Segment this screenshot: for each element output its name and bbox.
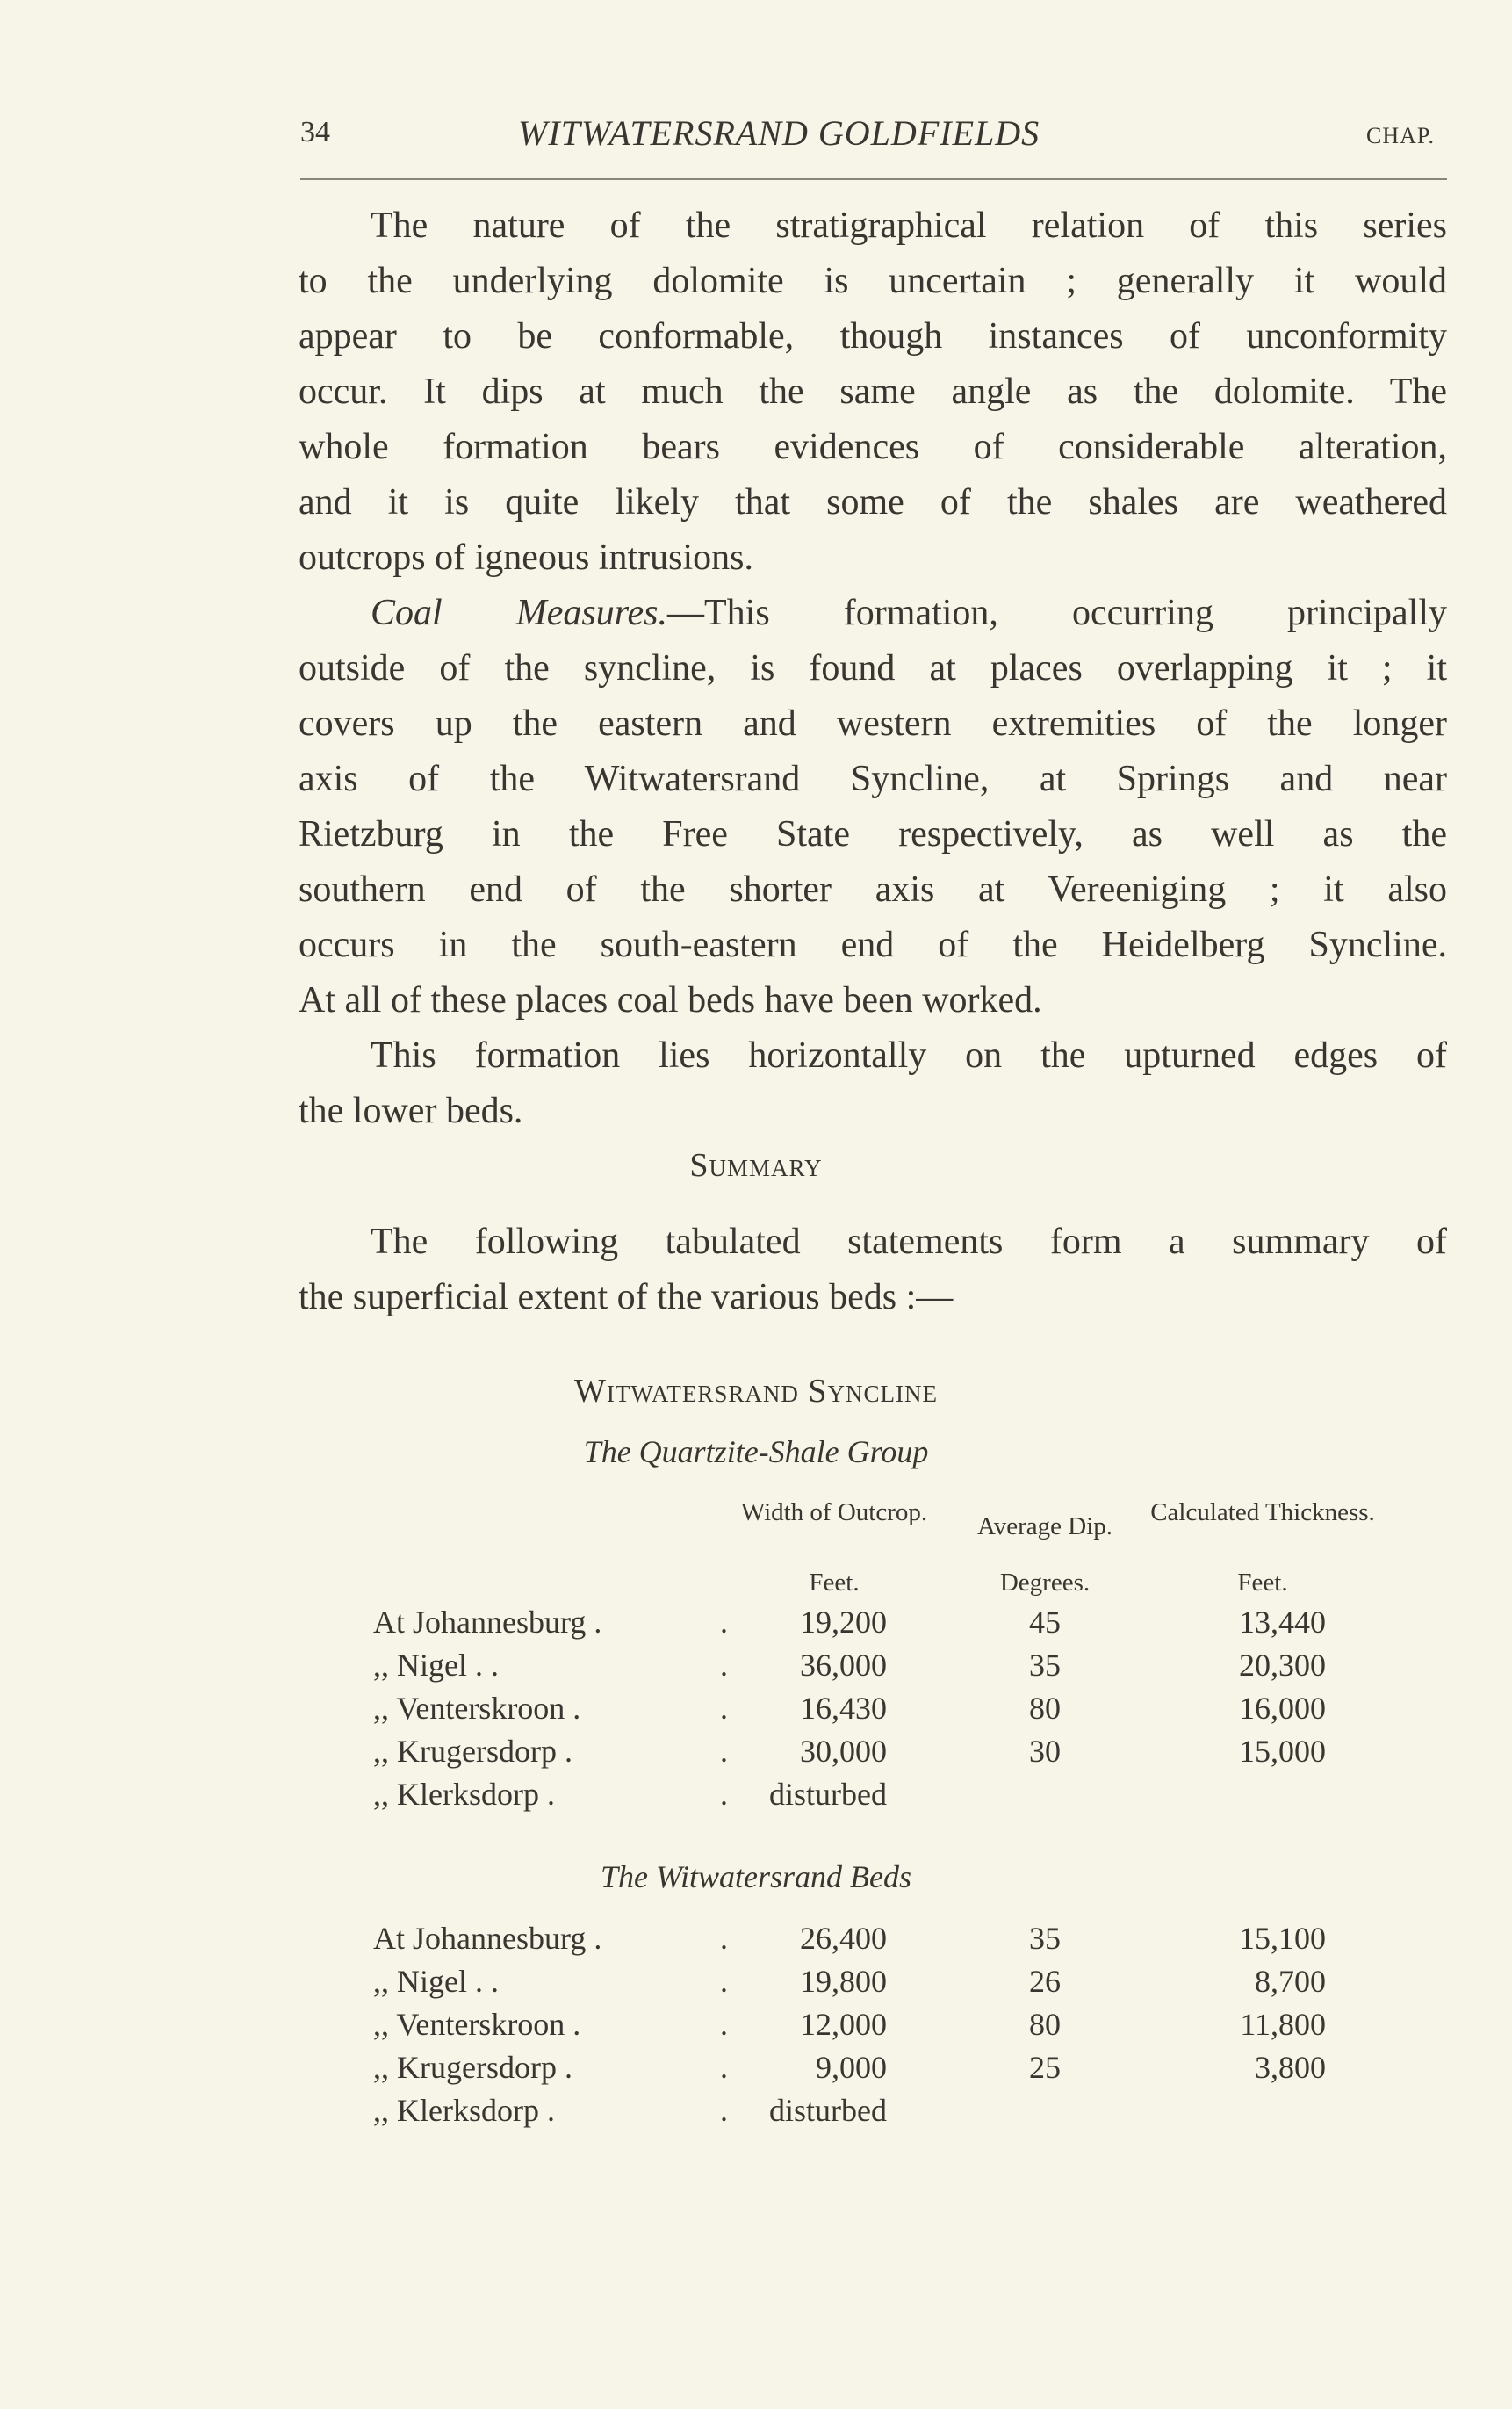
dip-cell: 35	[1029, 1921, 1061, 1956]
place-cell: ,, Klerksdorp .	[373, 2093, 555, 2128]
text-line: covers up the eastern and western extremities of the longer	[299, 703, 1447, 744]
thickness-cell: 16,000	[1239, 1691, 1326, 1726]
width-cell: disturbed	[769, 1777, 887, 1812]
leader-dot: .	[720, 1691, 728, 1726]
width-cell: disturbed	[769, 2093, 887, 2128]
header-rule	[300, 178, 1447, 180]
text-line: the lower beds.	[299, 1091, 523, 1131]
place-cell: At Johannesburg .	[373, 1605, 602, 1640]
place-cell: ,, Venterskroon .	[373, 2007, 581, 2042]
text-line: Rietzburg in the Free State respectively, as well as the	[299, 814, 1447, 855]
group-title: The Witwatersrand Beds	[600, 1859, 911, 1894]
table-title: Witwatersrand Syncline	[574, 1373, 938, 1410]
running-title: WITWATERSRAND GOLDFIELDS	[518, 113, 1040, 153]
table-row	[0, 1604, 1512, 1647]
leader-dot: .	[720, 1648, 728, 1683]
leader-dot: .	[720, 1734, 728, 1769]
unit-thickness: Feet.	[1237, 1569, 1288, 1597]
thickness-cell: 8,700	[1255, 1964, 1326, 1999]
dip-cell: 25	[1029, 2050, 1061, 2085]
text-line: The nature of the stratigraphical relation of this series	[371, 206, 1447, 246]
dip-cell: 35	[1029, 1648, 1061, 1683]
thickness-cell: 20,300	[1239, 1648, 1326, 1683]
summary-paragraph	[299, 1215, 1447, 1325]
place-cell: ,, Venterskroon .	[373, 1691, 581, 1726]
text-line: whole formation bears evidences of considerable alteration,	[299, 427, 1447, 467]
text-line: outside of the syncline, is found at places overlapping it ; it	[299, 648, 1447, 689]
text-line	[299, 586, 1447, 641]
dip-cell: 80	[1029, 1691, 1061, 1726]
leader-dot: .	[720, 1964, 728, 1999]
text-line: and it is quite likely that some of the shales are weathered	[299, 482, 1447, 523]
column-header-thickness: Calculated Thickness.	[1150, 1498, 1375, 1526]
leader-dot: .	[720, 2050, 728, 2085]
text-line: outcrops of igneous intrusions.	[299, 537, 753, 578]
width-cell: 19,800	[800, 1964, 887, 1999]
table-row	[0, 1647, 1512, 1690]
unit-width: Feet.	[809, 1569, 860, 1597]
text-line: At all of these places coal beds have been worked.	[299, 980, 1042, 1021]
section-heading-summary: Summary	[689, 1147, 823, 1184]
thickness-cell: 3,800	[1255, 2050, 1326, 2085]
place-cell: ,, Klerksdorp .	[373, 1777, 555, 1812]
text-line: occurs in the south-eastern end of the Heidelberg Syncline.	[299, 925, 1447, 965]
dip-cell: 26	[1029, 1964, 1061, 1999]
width-cell: 36,000	[800, 1648, 887, 1683]
group-title: The Quartzite-Shale Group	[583, 1434, 929, 1469]
text-line: axis of the Witwatersrand Syncline, at Springs and near	[299, 759, 1447, 799]
thickness-cell: 15,100	[1239, 1921, 1326, 1956]
place-cell: At Johannesburg .	[373, 1921, 602, 1956]
thickness-cell: 11,800	[1240, 2007, 1326, 2042]
dip-cell: 80	[1029, 2007, 1061, 2042]
place-cell: ,, Krugersdorp .	[373, 1734, 572, 1769]
italic-run-in-heading: Coal Measures.	[371, 593, 668, 633]
table-row	[0, 2006, 1512, 2049]
chapter-label: CHAP.	[1366, 123, 1435, 148]
dip-cell: 45	[1029, 1605, 1061, 1640]
leader-dot: .	[720, 2093, 728, 2128]
width-cell: 16,430	[800, 1691, 887, 1726]
leader-dot: .	[720, 1921, 728, 1956]
thickness-cell: 15,000	[1239, 1734, 1326, 1769]
table-row	[0, 1963, 1512, 2006]
text-line: appear to be conformable, though instances of unconformity	[299, 316, 1447, 357]
leader-dot: .	[720, 1777, 728, 1812]
leader-dot: .	[720, 2007, 728, 2042]
table-row	[0, 1690, 1512, 1733]
body-text	[299, 198, 1447, 1139]
text-line: This formation lies horizontally on the upturned edges of	[371, 1035, 1447, 1076]
text-line: The following tabulated statements form a summary of	[371, 1222, 1447, 1262]
width-cell: 12,000	[800, 2007, 887, 2042]
leader-dot: .	[720, 1605, 728, 1640]
text-run: —This formation, occurring principally	[667, 593, 1447, 633]
place-cell: ,, Nigel . .	[373, 1648, 499, 1683]
unit-dip: Degrees.	[999, 1569, 1091, 1597]
page-number: 34	[300, 116, 330, 148]
text-line: southern end of the shorter axis at Vereeniging ; it also	[299, 869, 1447, 910]
text-line: to the underlying dolomite is uncertain ; generally it would	[299, 261, 1447, 301]
text-line: occur. It dips at much the same angle as the dolomite. The	[299, 371, 1447, 412]
width-cell: 26,400	[800, 1921, 887, 1956]
column-header-dip: Average Dip.	[976, 1512, 1113, 1540]
table-row	[0, 1733, 1512, 1776]
place-cell: ,, Krugersdorp .	[373, 2050, 572, 2085]
table-row	[0, 1776, 1512, 1819]
table-row	[0, 1920, 1512, 1963]
dip-cell: 30	[1029, 1734, 1061, 1769]
text-line: the superficial extent of the various beds :—	[299, 1277, 954, 1317]
thickness-cell: 13,440	[1239, 1605, 1326, 1640]
table-row	[0, 2092, 1512, 2135]
width-cell: 30,000	[800, 1734, 887, 1769]
width-cell: 19,200	[800, 1605, 887, 1640]
place-cell: ,, Nigel . .	[373, 1964, 499, 1999]
table-row	[0, 2049, 1512, 2092]
column-header-width: Width of Outcrop.	[740, 1498, 928, 1526]
width-cell: 9,000	[816, 2050, 887, 2085]
